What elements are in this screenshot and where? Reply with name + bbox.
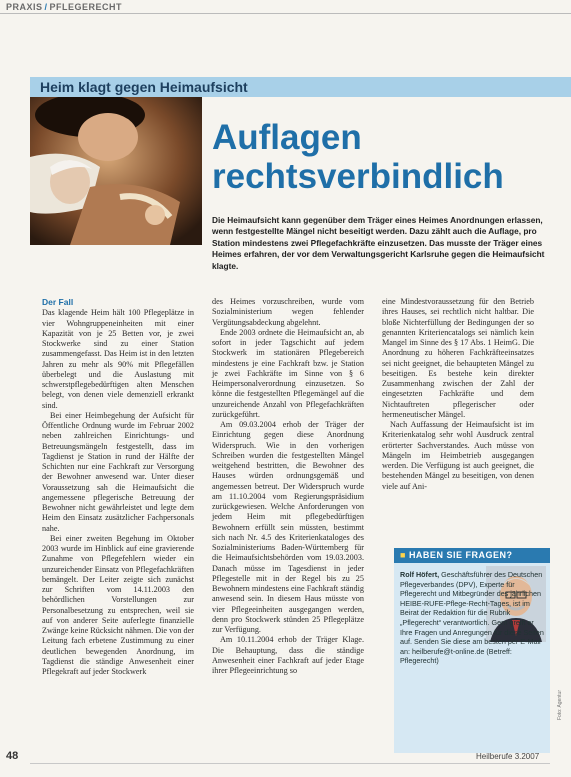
paragraph: Bei einer Heimbegehung der Aufsicht für Öffentliche Ordnung wurde im Februar 2002 neben zahlreichen Einrichtungs- und Betreuungsmängeln festgestellt, dass im Tagdienst je Station in rund der Hälfte der Schichten nur eine Fachkraft zur Versorgung der Bewohner anwesend war. Unter dieser Voraussetzung sah die Heimaufsicht die angemessene pflegerische Betreuung der Bewohner nicht gewährleistet und legte dem Heim den Einsatz zusätzlicher Fachpersonals nahe. <box>42 410 194 533</box>
article-column-1 <box>42 297 194 677</box>
article-subhead: Der Fall <box>42 297 74 307</box>
paragraph: Bei einer zweiten Begehung im Oktober 2003 wurde im Hinblick auf eine gravierende Zunahme von Pflegefehlern wieder ein unzureichender Einsatz von Pflegefachkräften bemängelt. Der Leiter zeigte sich zunächst zur Schriften vom 14.11.2003 den behördlichen Vorstellungen zur Personalbesetzung zu entsprechen, weil sie auf von anderer Seite auferlegte finanzielle Zwänge keine Rücksicht nähmen. Die von der Leitung fach erbetene Zustimmung zu einer deutlichen bewegenden Anordnung, im Tagdienst die ständige Anwesenheit einer Pflegekraft auf jeder Stockwerk <box>42 533 194 676</box>
bullet-icon: ■ <box>400 550 406 560</box>
article-column-2 <box>212 297 364 676</box>
headline <box>212 118 504 196</box>
paragraph: Das klagende Heim hält 100 Pflegeplätze in vier Wohngruppeneinheiten mit einer Kapazität von je 25 Betten vor, je zwei Stockwerke sind zu einer Station zusammengefasst. Das Heim ist in den letzten Jahren zu mehr als 90% mit Pflegefällen überbelegt und die Auslastung mit schwerstpflegebedürftigen alten Menschen belegt, von denen viele demenziell erkrankt sind. <box>42 308 194 410</box>
author-name: Rolf Höfert, <box>400 570 440 579</box>
header-rule <box>0 13 571 14</box>
section-header <box>6 2 122 12</box>
info-box-title-text: HABEN SIE FRAGEN? <box>408 550 513 560</box>
paragraph: Nach Auffassung der Heimaufsicht ist im Kriterienkatalog sehr wohl Ausdruck zentral erörterter Sachverstandes. Auch müsse von Mängeln im Heimbetrieb ausgegangen werden. Die Verfügung ist auch geeignet, die bestehenden Mängel zu beseitigen, von denen viele auf Ani- <box>382 420 534 491</box>
paragraph: des Heimes vorzuschreiben, wurde vom Sozialministerium wegen fehlender Vergütungsabdeckung abgelehnt. <box>212 297 364 327</box>
photo-nurse-elderly <box>30 97 202 245</box>
page-number: 48 <box>6 750 19 762</box>
paragraph: Ende 2003 ordnete die Heimaufsicht an, ab sofort in jeder Tagschicht auf jedem Stockwerk im stationären Pflegebereich mindestens je eine Fachkraft bzw. je Station je zwei Fachkräfte im Sinne von § 6 Heimpersonalverordnung einzusetzen. So könne die festgestellten Pflegemängel auf die unzureichende Anzahl von Pflegefachkräften zurückgeführt. <box>212 327 364 419</box>
headline-line-2: rechtsverbindlich <box>212 157 504 196</box>
paragraph: eine Mindestvoraussetzung für den Betrieb ihres Hauses, sei rechtlich nicht haltbar. Die bloße Nichterfüllung der Bedingungen der so genannten Kriteriencatalogs sei nämlich kein Mangel im Sinne des § 17 Abs. 1 HeimG. Die Anordnung zu höheren Fachkräfteeinsatzes sei nicht geeignet, die behaupteten Mängel zu beseitigen. Es bestehe kein direkter Zusammenhang zwischen der Zahl der eingesetzten Fachkräfte und dem Nichtauftreten pflegerischer oder hermeneutischer Mängel. <box>382 297 534 419</box>
section-separator: / <box>44 2 48 12</box>
author-bio: Geschäftsführer des Deutschen Pflegeverbandes (DPV), Experte für Pflegerecht und Mitbegründer des jährlichen HEIBE-RUFE-Pflege-Recht-Tages, ist im Beirat der Redaktion für die Rubrik „Pflegerecht“ verantwortlich. Gern greift er Ihre Fragen und Anregungen für diese Seiten auf. Senden Sie diese am besten per E-Mail an: heilberufe@t-online.de (Betreff: Pflegerecht) <box>400 570 544 666</box>
subsection-label: PFLEGERECHT <box>49 2 123 12</box>
paragraph: Am 10.11.2004 erhob der Träger Klage. Die Behauptung, dass die ständige Anwesenheit einer Fachkraft auf jeder Etage ihrer Pflegeeinrichtung so <box>212 635 364 675</box>
kicker: Heim klagt gegen Heimaufsicht <box>40 79 248 95</box>
article-column-3 <box>382 297 534 537</box>
footer-rule <box>30 763 550 764</box>
issue-label: Heilberufe 3.2007 <box>476 752 540 761</box>
info-box-text <box>400 570 544 666</box>
lead-paragraph: Die Heimaufsicht kann gegenüber dem Träger eines Heimes Anordnungen erlassen, wenn festgestellte Mängel nicht beseitigt werden. Dazu zählt auch die Auflage, pro Station mindestens zwei Pflegefachkräfte einzusetzen. Das musste der Träger eines Heimes erfahren, der vor dem Verwaltungsgericht Karlsruhe gegen die Heimaufsicht klagte. <box>212 215 545 271</box>
headline-line-1: Auflagen <box>212 118 362 157</box>
info-box-title <box>400 550 512 560</box>
paragraph: Am 09.03.2004 erhob der Träger der Einrichtung gegen diese Anordnung Widerspruch. Wie in den vorherigen Schreiben wurden die festgestellten Mängel weitgehend bestritten, die Bewohner des Hauses würden ordnungsgemäß und angemessen betreut. Der Widerspruch wurde am 11.10.2004 vom Regierungspräsidium zurückgewiesen. Welche Anforderungen von jedem Heim mit pflegebedürftigen Bewohnern erfüllt sein müssten, bestimmt sich nach Nr. 4.5 des Kriterienkataloges des Sozialministeriums Baden-Württemberg für die Heimaufsichtsbehörden vom 19.03.2003. Danach müsse im Tagesdienst in jeder Pflegestelle mit in der Regel bis zu 25 Bewohnern mindestens eine Fachkraft ständig anwesend sein. In diesem Haus müsste von vier Pflegeeinheiten ausgegangen werden, denn pro Stockwerk stünden 25 Pflegeplätze zur Verfügung. <box>212 420 364 634</box>
section-label: PRAXIS <box>6 2 43 12</box>
photo-credit: Foto: Agentur <box>557 690 563 721</box>
photo-illustration <box>30 97 202 245</box>
